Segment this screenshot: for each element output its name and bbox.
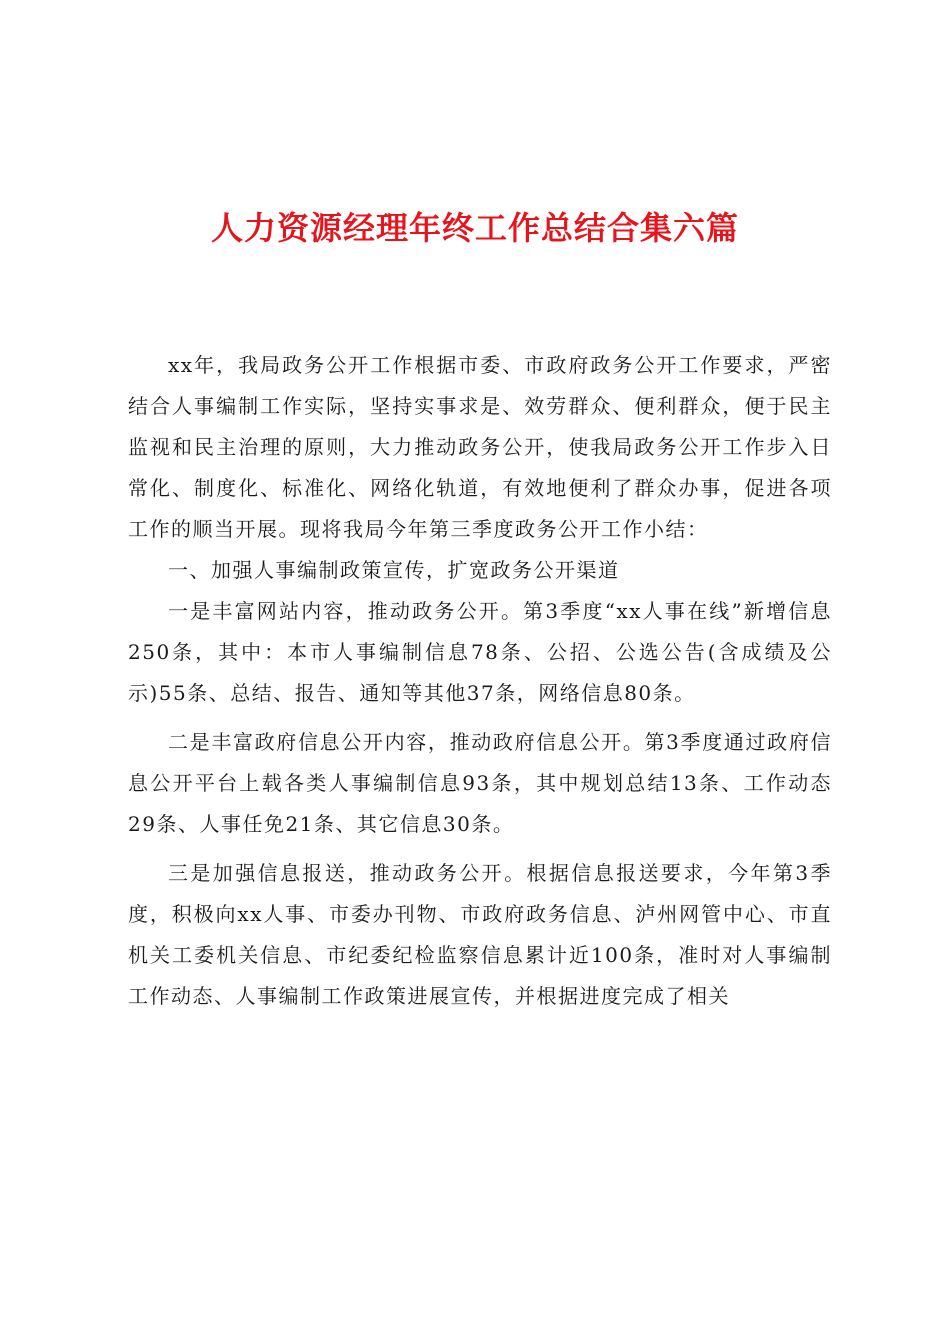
paragraph-item-1: 一是丰富网站内容，推动政务公开。第3季度“xx人事在线”新增信息250条，其中：本市人事编制信息78条、公招、公选公告(含成绩及公示)55条、总结、报告、通知等其他37条，网络信息80条。 (128, 599, 832, 705)
section-heading-1: 一、加强人事编制政策宣传，扩宽政务公开渠道 (168, 558, 620, 582)
paragraph-item-2: 二是丰富政府信息公开内容，推动政府信息公开。第3季度通过政府信息公开平台上载各类人事编制信息93条，其中规划总结13条、工作动态29条、人事任免21条、其它信息30条。 (128, 730, 832, 836)
paragraph-item-3: 三是加强信息报送，推动政务公开。根据信息报送要求，今年第3季度，积极向xx人事、市委办刊物、市政府政务信息、泸州网管中心、市直机关工委机关信息、市纪委纪检监察信息累计近100条，准时对人事编制工作动态、人事编制工作政策进展宣传，并根据进度完成了相关 (128, 861, 832, 1008)
document-title: 人力资源经理年终工作总结合集六篇 (210, 209, 739, 247)
paragraph-intro: xx年，我局政务公开工作根据市委、市政府政务公开工作要求，严密结合人事编制工作实际，坚持实事求是、效劳群众、便利群众，便于民主监视和民主治理的原则，大力推动政务公开，使我局政务公开工作步入日常化、制度化、标准化、网络化轨道，有效地便利了群众办事，促进各项工作的顺当开展。现将我局今年第三季度政务公开工作小结： (128, 353, 832, 541)
document-body (128, 345, 832, 1017)
